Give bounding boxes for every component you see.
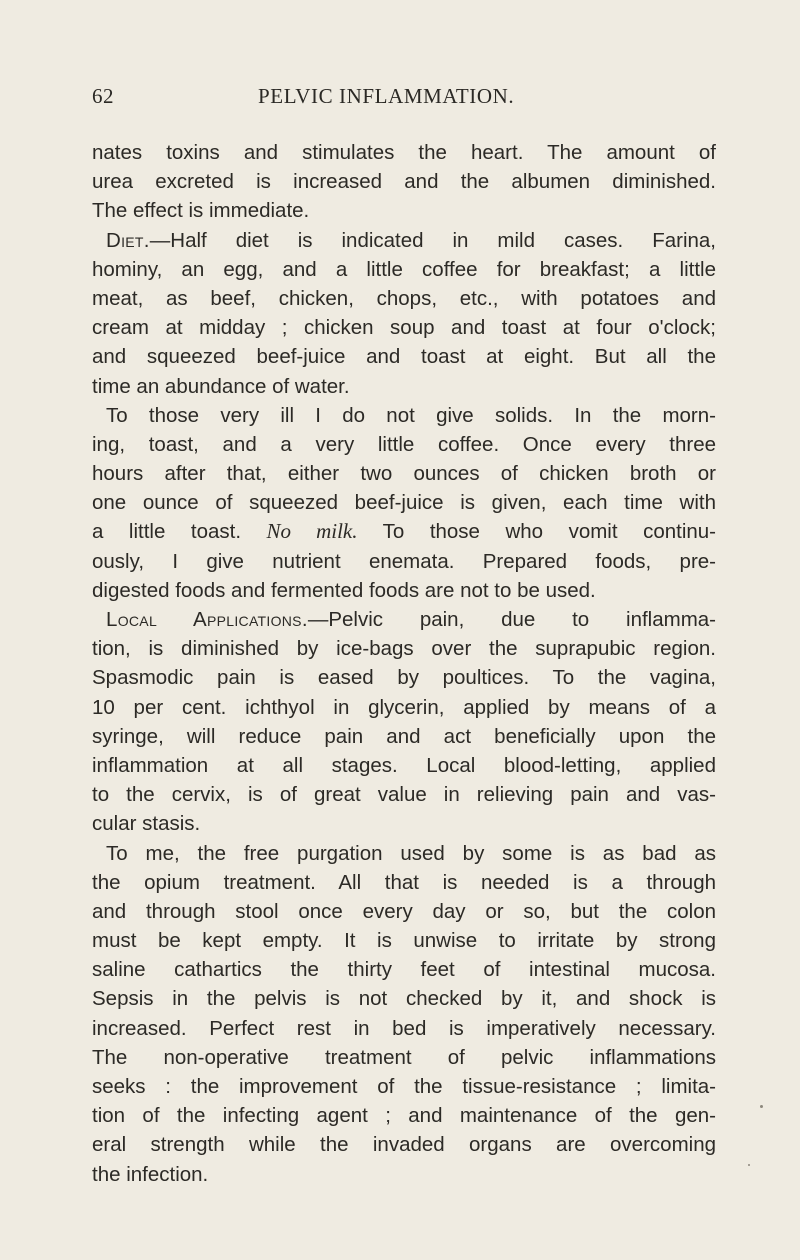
text-line: time an abundance of water. [92, 374, 350, 398]
text-run: —Pelvic pain, due to inflamma- [307, 608, 716, 631]
paper-speck [760, 1105, 763, 1108]
text-line: and squeezed beef-juice and toast at eight. But all the [92, 345, 716, 369]
text-line: To those very ill I do not give solids. In the morn- [106, 403, 716, 427]
body-text [92, 138, 716, 1189]
running-head [92, 84, 712, 114]
text-line: and through stool once every day or so, but the colon [92, 899, 716, 923]
text-line: the opium treatment. All that is needed is a through [92, 870, 716, 894]
text-line: digested foods and fermented foods are not to be used. [92, 578, 596, 602]
text-line: tion of the infecting agent ; and maintenance of the gen- [92, 1104, 716, 1128]
emphasis-no-milk: No milk. [266, 519, 358, 544]
text-run: —Half diet is indicated in mild cases. Farina, [149, 228, 716, 252]
text-line: hours after that, either two ounces of chicken broth or [92, 462, 716, 486]
text-line: nates toxins and stimulates the heart. The amount of [92, 141, 716, 164]
text-line [92, 226, 716, 255]
text-line: tion, is diminished by ice-bags over the suprapubic region. [92, 637, 716, 661]
chapter-title: PELVIC INFLAMMATION. [258, 84, 515, 108]
text-line: The effect is immediate. [92, 199, 310, 223]
text-line: one ounce of squeezed beef-juice is given, each time with [92, 491, 716, 515]
text-line: syringe, will reduce pain and act beneficially upon the [92, 724, 716, 748]
text-line: hominy, an egg, and a little coffee for breakfast; a little [92, 257, 716, 281]
text-run: a little toast. [92, 520, 242, 544]
text-line [92, 517, 716, 546]
text-line: ously, I give nutrient enemata. Prepared foods, pre- [92, 549, 716, 573]
text-line: inflammation at all stages. Local blood-letting, applied [92, 753, 716, 777]
text-line: eral strength while the invaded organs are overcoming [92, 1133, 716, 1157]
text-line: saline cathartics the thirty feet of intestinal mucosa. [92, 958, 716, 982]
text-line: to the cervix, is of great value in relieving pain and vas- [92, 783, 716, 807]
text-line: increased. Perfect rest in bed is imperatively necessary. [92, 1016, 716, 1040]
text-line: meat, as beef, chicken, chops, etc., with potatoes and [92, 286, 716, 310]
text-line [92, 605, 716, 634]
text-line: Spasmodic pain is eased by poultices. To the vagina, [92, 666, 716, 690]
page-number: 62 [92, 84, 114, 108]
text-line: seeks : the improvement of the tissue-resistance ; limita- [92, 1075, 716, 1098]
text-line: the infection. [92, 1162, 209, 1186]
text-line: 10 per cent. ichthyol in glycerin, applied by means of a [92, 695, 716, 719]
text-line: cream at midday ; chicken soup and toast at four o'clock; [92, 316, 716, 340]
text-line: must be kept empty. It is unwise to irritate by strong [92, 929, 716, 953]
text-line: urea excreted is increased and the albumen diminished. [92, 170, 716, 194]
text-line: ing, toast, and a very little coffee. Once every three [92, 432, 716, 456]
text-line: cular stasis. [92, 812, 201, 836]
section-heading-diet: Diet. [106, 228, 150, 252]
text-line: The non-operative treatment of pelvic inflammations [92, 1045, 716, 1069]
section-heading-local-applications: Local Applications. [106, 608, 308, 631]
text-run: To those who vomit continu- [382, 520, 716, 544]
paper-speck [748, 1164, 750, 1166]
text-line: To me, the free purgation used by some is as bad as [106, 841, 716, 865]
text-line: Sepsis in the pelvis is not checked by it, and shock is [92, 987, 716, 1011]
